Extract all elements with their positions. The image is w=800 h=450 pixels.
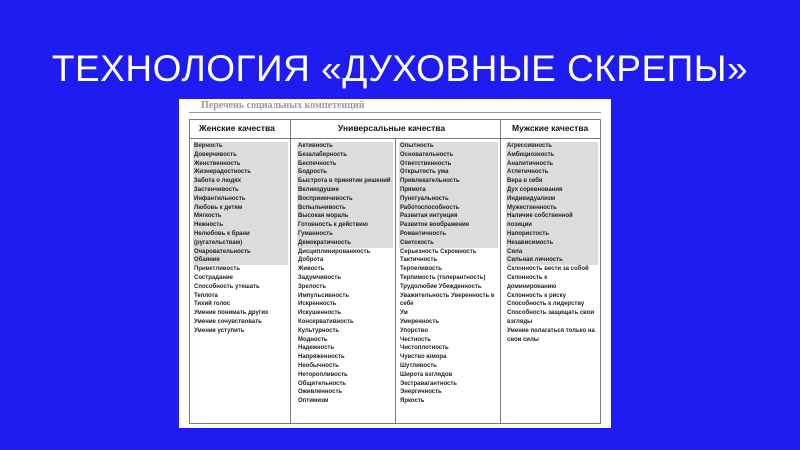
competency-item: Прямота [399,186,498,195]
competencies-table [189,119,601,424]
competency-item: Сила [506,248,598,257]
competency-item: Мужественность [506,204,598,213]
competency-item: Обаяние [193,256,288,265]
competency-item: Честность [400,336,431,343]
header-universal: Универсальные качества [338,123,446,133]
competency-item: Жизнерадостность [193,168,288,177]
competency-item: Гуманность [297,230,393,239]
competency-item: Умение уступить [194,327,245,334]
competency-item: Способность защищать свои взгляды [507,310,595,325]
competency-item: Безалаберность [297,151,393,160]
competency-item: Надежность [298,345,335,352]
competency-item: Работоспособность [399,204,498,213]
competency-item: Амбициозность [506,151,598,160]
competency-item: Склонность к доминированию [507,274,557,290]
competency-item: Задумчивость [298,274,342,281]
competency-item: Бодрость [297,168,393,177]
competency-item: Великодушие [297,186,393,195]
competency-item: Верность [193,142,288,151]
competency-item: Опытность [399,142,498,151]
competency-item: Зрелость [298,283,327,290]
competency-item: Яркость [400,398,425,405]
competency-item: Ответственность [399,160,498,169]
competency-item: Чистоплотность [400,345,449,352]
competency-item: Склонность вести за собой [507,266,589,273]
competency-item: Уважительность Уверенность в себе [400,292,495,308]
competency-item: Светскость [399,239,498,248]
competency-item: Энергичность [400,389,442,396]
competency-item: Чувство юмора [400,354,447,361]
competency-item: Ум [400,310,408,317]
header-female: Женские качества [199,123,275,133]
competency-item: Склонность к риску [507,292,566,299]
competency-item: Основательность [399,151,498,160]
competency-item: Напряженность [298,354,345,361]
competency-item: Серьезность Скромность [400,248,477,255]
competency-item: Необычность [298,362,339,369]
universal-column-a [297,142,393,406]
competency-item: Напористость [506,230,598,239]
competency-item: Восприимчивость [297,195,393,204]
competency-item: Демократичность [297,239,393,248]
competency-item: Атлетичность [506,168,598,177]
competency-item: Упорство [400,327,429,334]
table-header [190,120,600,139]
competency-item: Развитое воображение [399,221,498,230]
competency-item: Умеренность [400,318,440,325]
column-divider [290,120,291,423]
competency-item: Способность утешать [194,283,260,290]
competency-item: Нежность [193,221,288,230]
competency-item: Сострадание [194,274,233,281]
competency-item: Застенчивость [193,186,288,195]
competency-item: Дисциплинированность [298,248,371,255]
competency-item: Умение сочувствовать [194,318,262,325]
competency-item: Терпимость (толерантность) [400,274,486,281]
competency-item: Вспыльчивость [297,204,393,213]
female-column [193,142,288,336]
header-male: Мужские качества [512,123,589,133]
competency-item: Тактичность [400,257,438,264]
competency-item: Развитая интуиция [399,212,498,221]
competency-item: Открытость ума [399,168,498,177]
competency-item: Терпеливость [400,266,442,273]
competency-item: Живость [298,266,325,273]
competency-item: Женственность [193,160,288,169]
column-divider [395,138,396,423]
competency-item: Способность к лидерству [507,301,585,308]
competency-item: Общительность [298,380,347,387]
competency-item: Умение полагаться только на свои силы [507,327,595,343]
competency-item: Высокая мораль [297,212,393,221]
competency-item: Аналитичность [506,160,598,169]
competency-item: Приветливость [194,266,241,273]
competency-item: Импульсивность [298,292,350,299]
competency-item: Тихий голос [194,301,231,308]
column-divider [500,120,501,423]
competencies-sheet [179,99,611,428]
competency-item: Шутливость [400,362,437,369]
competency-item: Доверчивость [193,151,288,160]
competency-item: Умение понимать других [194,310,269,317]
competency-item: Неторопливость [298,371,348,378]
competency-item: Экстравагантность [400,380,457,387]
competency-item: Готовность к действию [297,221,393,230]
competency-item: Очаровательность [193,248,288,257]
competency-item: Широта взглядов [400,371,453,378]
competency-item: Модность [298,336,328,343]
competency-item: Индивидуализм [506,195,598,204]
competency-item: Забота о людях [193,177,288,186]
male-column [506,142,598,344]
sheet-caption: Перечень социальных компетенций [189,99,601,113]
competency-item: Наличие собственной позиции [506,212,598,230]
competency-item: Искушенность [298,310,342,317]
competency-item: Пунктуальность [399,195,498,204]
competency-item: Вера в себя [506,177,598,186]
competency-item: Агрессивность [506,142,598,151]
competency-item: Доброта [298,257,324,264]
competency-item: Трудолюбие Убежденность [400,283,482,290]
competency-item: Дух соревнования [506,186,598,195]
competency-item: Культурность [298,327,340,334]
competency-item: Искренность [298,301,337,308]
competency-item: Сильная личность [506,256,598,265]
competency-item: Романтичность [399,230,498,239]
competency-item: Теплота [194,292,218,299]
competency-item: Беспечность [297,160,393,169]
competency-item: Быстрота в принятии решений [297,177,393,186]
competency-item: Инфантильность [193,195,288,204]
competency-item: Консервативность [298,318,354,325]
universal-column-b [399,142,498,406]
competency-item: Независимость [506,239,598,248]
competency-item: Нелюбовь к брани (ругательствам) [193,230,288,248]
competency-item: Привлекательность [399,177,498,186]
competency-item: Оживленность [298,389,343,396]
slide-title: ТЕХНОЛОГИЯ «ДУХОВНЫЕ СКРЕПЫ» [51,48,749,89]
competency-item: Мягкость [193,212,288,221]
competency-item: Активность [297,142,393,151]
competency-item: Любовь к детям [193,204,288,213]
competency-item: Оптимизм [298,398,329,405]
